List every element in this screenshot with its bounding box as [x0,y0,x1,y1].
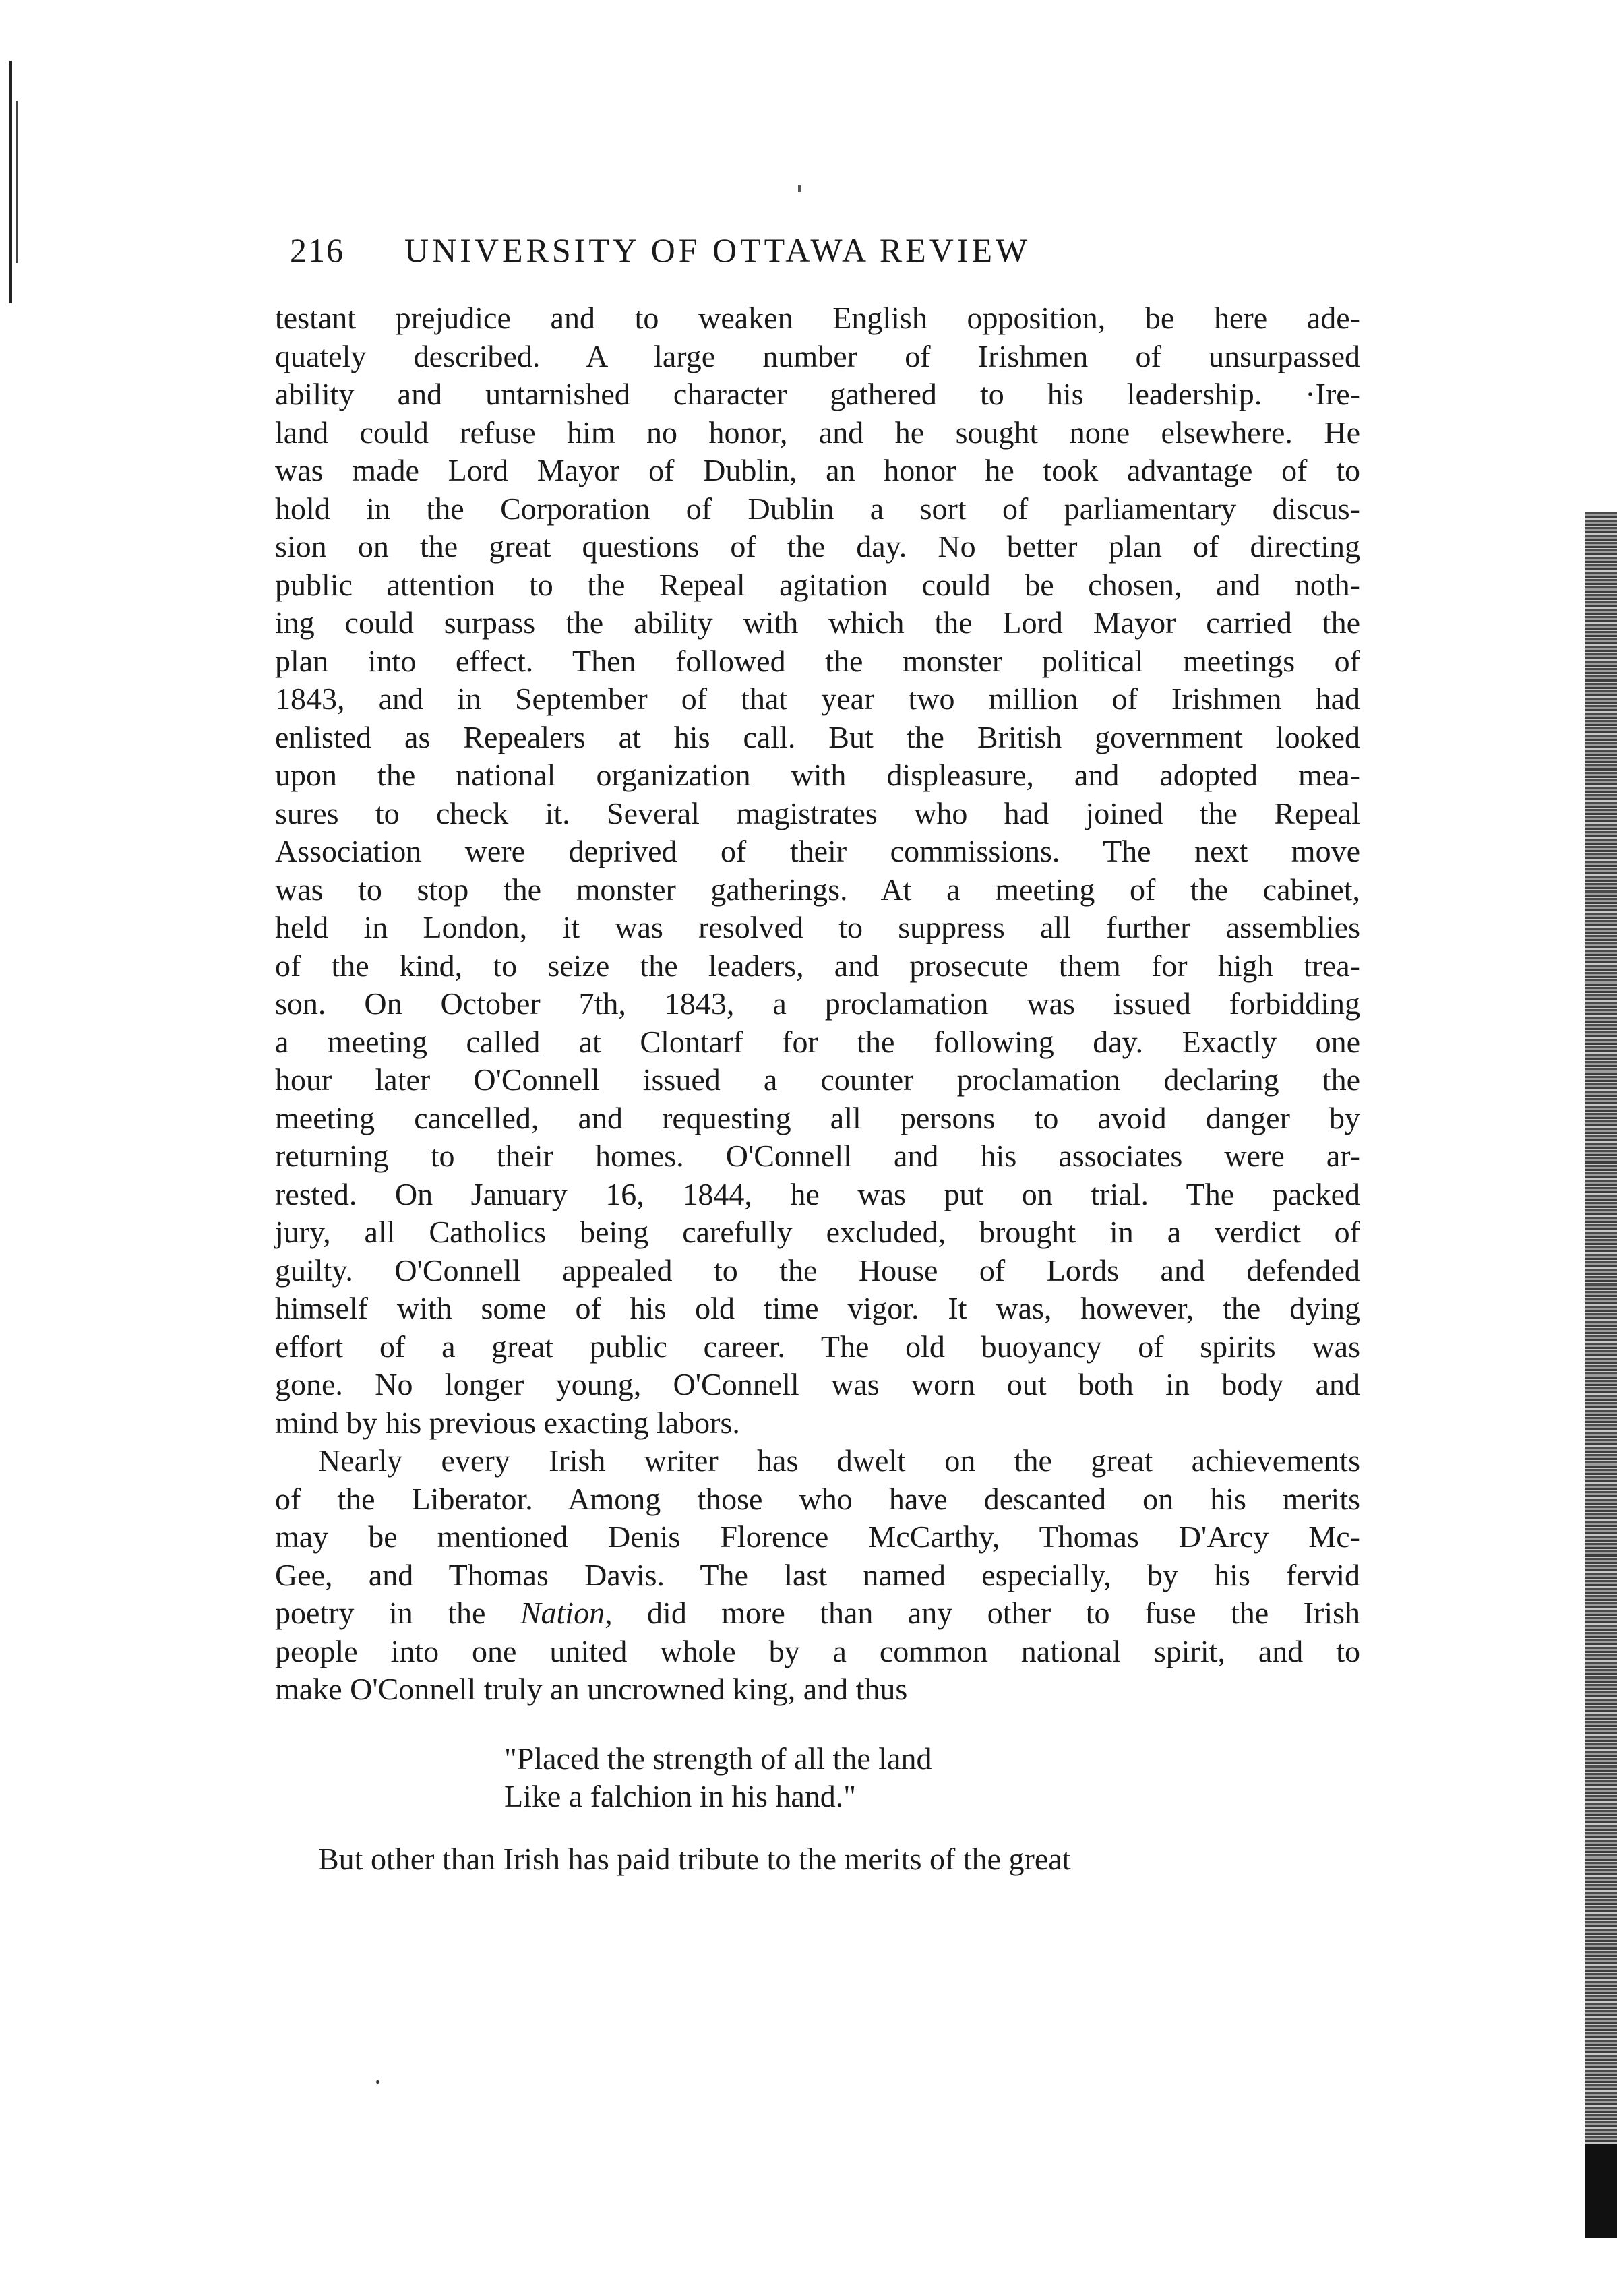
paragraph-1 [275,299,1360,1442]
scan-edge-mark [9,61,12,303]
text-fragment: , did more than any other to fuse the Irish [605,1596,1360,1630]
text-line: people into one united whole by a common national spirit, and to [275,1633,1360,1668]
text-line: ability and untarnished character gathered to his leadership. ·Ire- [275,377,1360,411]
text-line: sion on the great questions of the day. No better plan of directing [275,529,1360,564]
text-line: But other than Irish has paid tribute to the merits of the great [318,1841,1071,1876]
text-line: enlisted as Repealers at his call. But the British government looked [275,719,1360,754]
text-fragment: poetry in the [275,1596,520,1630]
page-header [290,231,1247,278]
scan-edge-mark-inner [16,101,18,263]
verse-line: "Placed the strength of all the land [504,1741,932,1776]
text-line: land could refuse him no honor, and he sought none elsewhere. He [275,415,1360,450]
text-line: effort of a great public career. The old buoyancy of spirits was [275,1329,1360,1364]
scan-binding-edge [1585,512,1617,2238]
text-line: meeting cancelled, and requesting all persons to avoid danger by [275,1100,1360,1135]
text-line: Association were deprived of their commissions. The next move [275,834,1360,868]
text-line: quately described. A large number of Irishmen of unsurpassed [275,338,1360,373]
text-line: Nearly every Irish writer has dwelt on the great achievements [318,1443,1360,1478]
page-number: 216 [290,231,344,269]
text-line: jury, all Catholics being carefully excluded, brought in a verdict of [275,1215,1360,1249]
text-line: ing could surpass the ability with which the Lord Mayor carried the [275,605,1360,640]
text-line: son. On October 7th, 1843, a proclamation was issued forbidding [275,986,1360,1021]
paragraph-2 [275,1442,1360,1709]
text-line: was to stop the monster gatherings. At a meeting of the cabinet, [275,872,1360,907]
scan-speck [798,185,801,192]
text-line: hold in the Corporation of Dublin a sort of parliamentary discus- [275,491,1360,526]
periodical-title: Nation [520,1596,605,1630]
paragraph-3 [275,1840,1360,1879]
text-line: public attention to the Repeal agitation could be chosen, and noth- [275,567,1360,602]
text-line [275,1594,1360,1633]
text-line: gone. No longer young, O'Connell was worn out both in body and [275,1367,1360,1401]
text-line: hour later O'Connell issued a counter proclamation declaring the [275,1062,1360,1097]
text-line: a meeting called at Clontarf for the following day. Exactly one [275,1024,1360,1059]
text-line: 1843, and in September of that year two million of Irishmen had [275,682,1360,716]
text-line: sures to check it. Several magistrates who had joined the Repeal [275,795,1360,830]
text-line: Gee, and Thomas Davis. The last named especially, by his fervid [275,1557,1360,1592]
body-text [275,299,1360,1878]
text-line: plan into effect. Then followed the monster political meetings of [275,643,1360,678]
text-line: of the kind, to seize the leaders, and prosecute them for high trea- [275,948,1360,983]
text-line: of the Liberator. Among those who have descanted on his merits [275,1481,1360,1516]
text-line: make O'Connell truly an uncrowned king, and thus [275,1672,908,1706]
running-title: UNIVERSITY OF OTTAWA REVIEW [404,231,1031,269]
scan-binding-edge-dark [1585,2144,1617,2238]
text-line: may be mentioned Denis Florence McCarthy, Thomas D'Arcy Mc- [275,1519,1360,1554]
text-line: was made Lord Mayor of Dublin, an honor he took advantage of to [275,453,1360,487]
text-line: guilty. O'Connell appealed to the House of Lords and defended [275,1252,1360,1288]
text-line: testant prejudice and to weaken English opposition, be here ade- [275,301,1360,335]
verse-quote [275,1740,1360,1816]
text-line: returning to their homes. O'Connell and his associates were ar- [275,1139,1360,1173]
text-line: mind by his previous exacting labors. [275,1405,740,1440]
text-line: himself with some of his old time vigor. It was, however, the dying [275,1291,1360,1325]
stray-mark [376,2080,379,2084]
verse-line: Like a falchion in his hand." [504,1779,857,1813]
text-line: rested. On January 16, 1844, he was put on trial. The packed [275,1176,1360,1211]
text-line: upon the national organization with displeasure, and adopted mea- [275,758,1360,792]
text-line: held in London, it was resolved to suppress all further assemblies [275,910,1360,944]
